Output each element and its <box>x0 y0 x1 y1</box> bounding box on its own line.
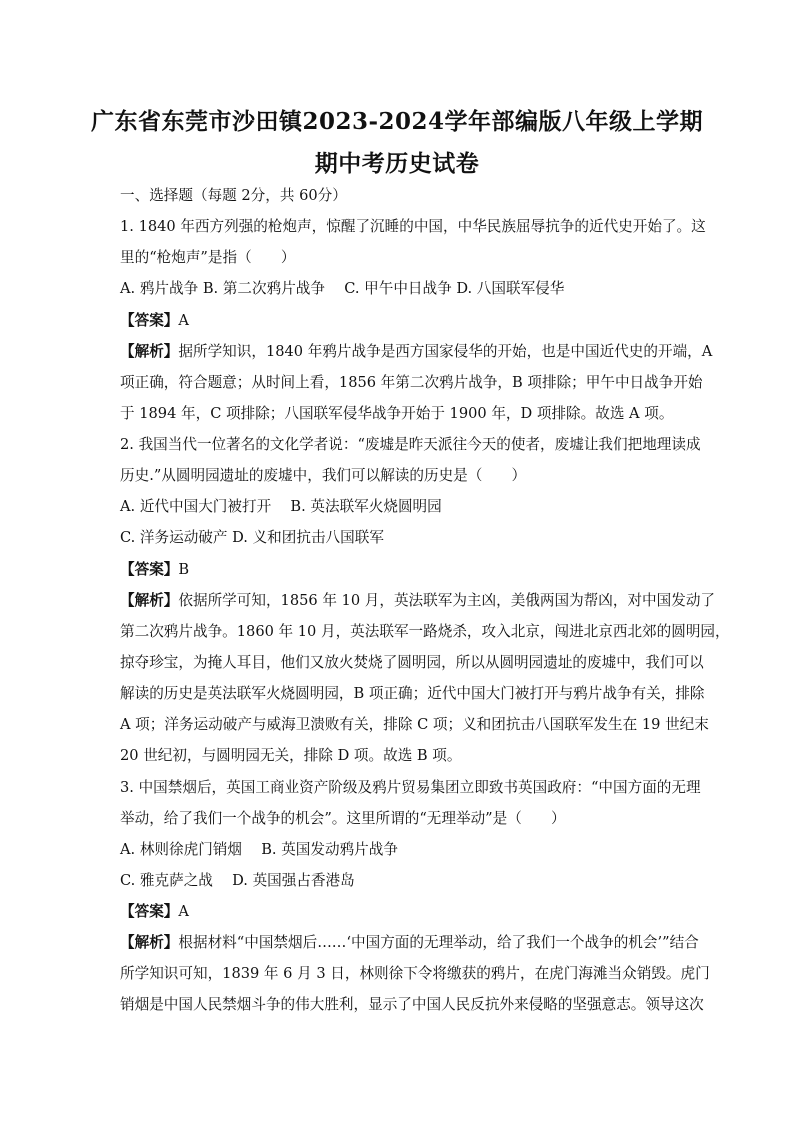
q3-analysis-line2: 所学知识可知，1839 年 6 月 3 日，林则徐下令将缴获的鸦片，在虎门海滩当众销毁。虎门 <box>120 965 710 982</box>
analysis-tag: 【解析】 <box>120 592 179 609</box>
q1-analysis-line3: 于 1894 年，C 项排除；八国联军侵华战争开始于 1900 年，D 项排除。故选 A 项。 <box>120 405 674 422</box>
analysis-tag: 【解析】 <box>120 934 179 951</box>
document-title-line1: 广东省东莞市沙田镇2023-2024学年部编版八年级上学期 <box>90 108 704 135</box>
q2-analysis-line6: 20 世纪初，与圆明园无关，排除 D 项。故选 B 项。 <box>120 747 462 764</box>
q3-analysis-text1: 根据材料“中国禁烟后……‘中国方面的无理举动，给了我们一个战争的机会’”结合 <box>178 934 699 951</box>
q3-answer <box>120 902 189 922</box>
answer-tag: 【答案】 <box>120 312 179 329</box>
q1-options: A. 鸦片战争 B. 第二次鸦片战争 C. 甲午中日战争 D. 八国联军侵华 <box>120 280 565 297</box>
q1-analysis-line1 <box>120 342 713 362</box>
q2-options-cd: C. 洋务运动破产 D. 义和团抗击八国联军 <box>120 529 384 546</box>
q3-stem-line2: 举动，给了我们一个战争的机会”。这里所谓的“无理举动”是（ ） <box>120 810 566 827</box>
q1-stem-line1: 1. 1840 年西方列强的枪炮声，惊醒了沉睡的中国，中华民族屈辱抗争的近代史开始了。这 <box>120 218 706 235</box>
q2-analysis-line1 <box>120 591 716 611</box>
q3-analysis-line1 <box>120 933 699 953</box>
q3-analysis-line3: 销烟是中国人民禁烟斗争的伟大胜利，显示了中国人民反抗外来侵略的坚强意志。领导这次 <box>120 996 704 1013</box>
document-title-line2: 期中考历史试卷 <box>314 150 480 177</box>
q2-answer <box>120 560 189 580</box>
q2-analysis-line5: A 项；洋务运动破产与威海卫溃败有关，排除 C 项；义和团抗击八国联军发生在 19 世纪末 <box>120 716 709 733</box>
q3-options-ab: A. 林则徐虎门销烟 B. 英国发动鸦片战争 <box>120 841 398 858</box>
q2-options-ab: A. 近代中国大门被打开 B. 英法联军火烧圆明园 <box>120 498 442 515</box>
section-heading: 一、选择题（每题 2分，共 60分） <box>120 187 347 204</box>
q2-answer-value: B <box>178 561 190 578</box>
q2-analysis-line3: 掠夺珍宝，为掩人耳目，他们又放火焚烧了圆明园，所以从圆明园遗址的废墟中，我们可以 <box>120 654 704 671</box>
q1-analysis-line2: 项正确，符合题意；从时间上看，1856 年第二次鸦片战争，B 项排除；甲午中日战争开始 <box>120 374 703 391</box>
q1-stem-line2: 里的“枪炮声”是指（ ） <box>120 249 296 266</box>
q1-answer-value: A <box>178 312 189 329</box>
q1-answer <box>120 311 189 331</box>
answer-tag: 【答案】 <box>120 903 179 920</box>
analysis-tag: 【解析】 <box>120 343 179 360</box>
q2-stem-line2: 历史.”从圆明园遗址的废墟中，我们可以解读的历史是（ ） <box>120 467 527 484</box>
q2-stem-line1: 2. 我国当代一位著名的文化学者说：“废墟是昨天派往今天的使者，废墟让我们把地理读成 <box>120 436 701 453</box>
q3-options-cd: C. 雅克萨之战 D. 英国强占香港岛 <box>120 872 355 889</box>
q3-answer-value: A <box>178 903 189 920</box>
q2-analysis-text1: 依据所学可知，1856 年 10 月，英法联军为主凶，美俄两国为帮凶，对中国发动了 <box>178 592 716 609</box>
q2-analysis-line4: 解读的历史是英法联军火烧圆明园，B 项正确；近代中国大门被打开与鸦片战争有关，排除 <box>120 685 705 702</box>
q1-analysis-text1: 据所学知识，1840 年鸦片战争是西方国家侵华的开始，也是中国近代史的开端，A <box>178 343 713 360</box>
q2-analysis-line2: 第二次鸦片战争。1860 年 10 月，英法联军一路烧杀，攻入北京，闯进北京西北郊的圆明园， <box>120 623 730 640</box>
q3-stem-line1: 3. 中国禁烟后，英国工商业资产阶级及鸦片贸易集团立即致书英国政府：“中国方面的无理 <box>120 779 701 796</box>
answer-tag: 【答案】 <box>120 561 179 578</box>
